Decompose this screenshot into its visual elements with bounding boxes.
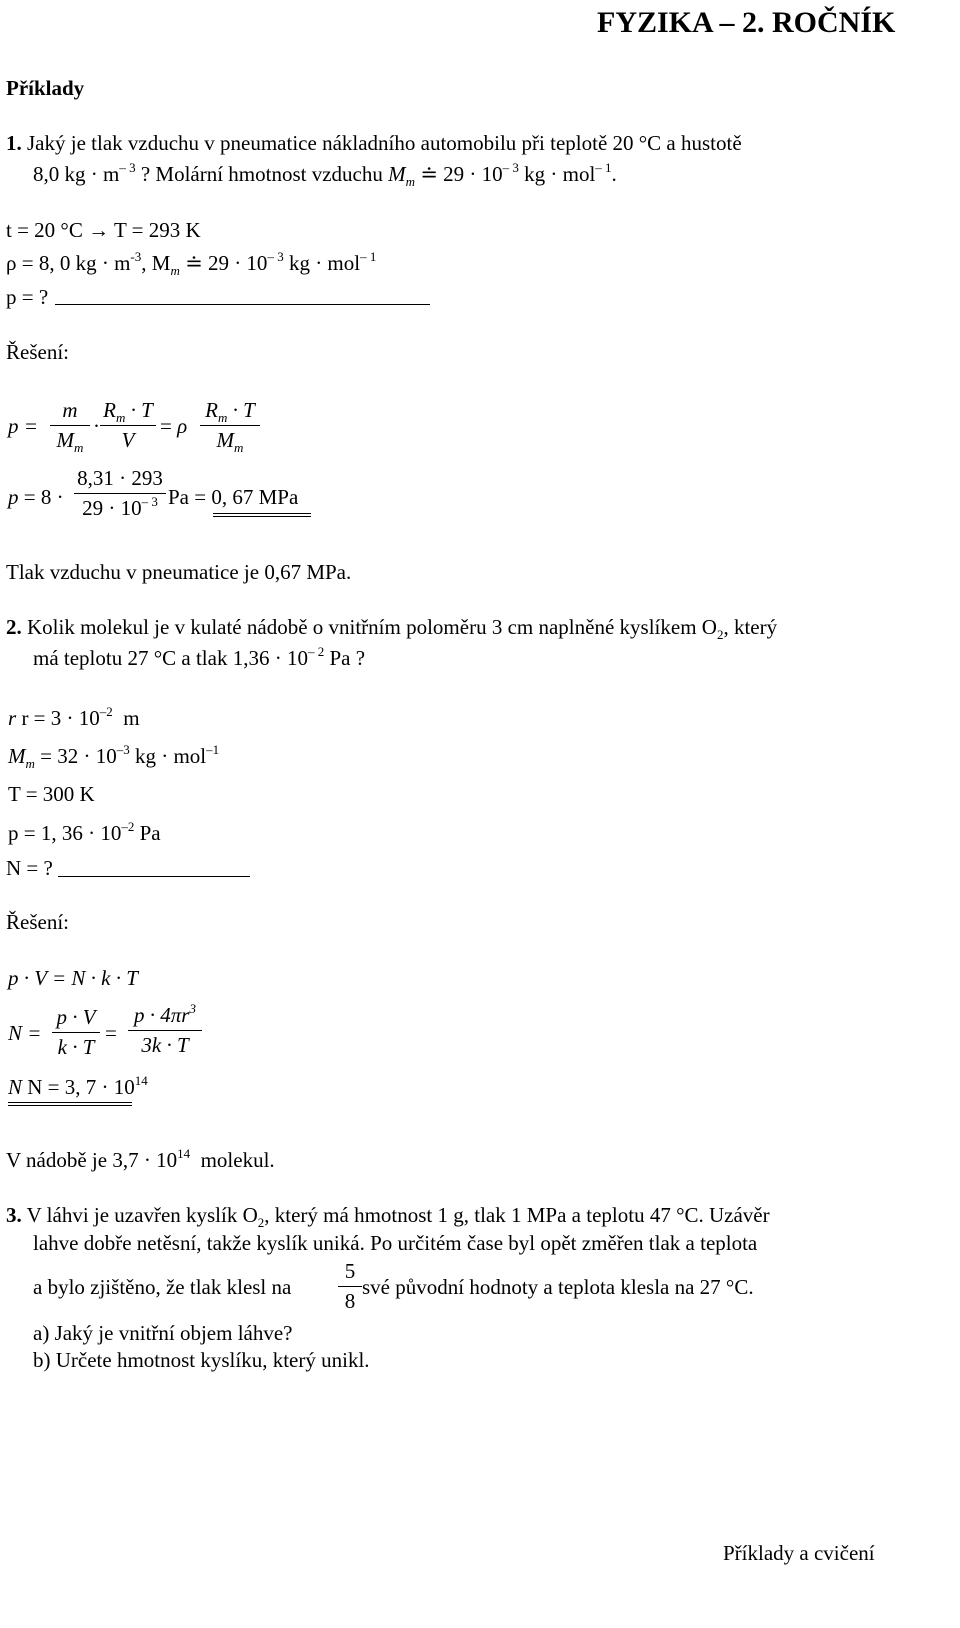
ex3-line2: lahve dobře netěsní, takže kyslík uniká. Po určitém čase byl opět změřen tlak a teplota <box>33 1231 758 1255</box>
ex3-line3a: a bylo zjištěno, že tlak klesl na <box>33 1275 292 1299</box>
ex3-line3b: své původní hodnoty a teplota klesla na 27 °C. <box>362 1275 754 1299</box>
ex1-line2: 8,0 kg · $m^{- 3}$ ? Molární hmotnost vzduchu $M_m$ ≐ $29 \cdot 10^{- 3}$ kg · mol$^{- 1}$. <box>33 160 617 189</box>
ex1-molar-value: 29 · 10 <box>443 162 503 186</box>
ex1-formula2-result: Pa = 0, 67 MPa <box>168 485 299 509</box>
ex1-number: 1. <box>6 131 22 155</box>
ex2-given-pressure: p = 1, $36 \cdot 10^{-2}$ Pa <box>8 819 161 845</box>
ex1-given-density: ρ = 8, 0 kg · $m^{-3}$, $M_m$ ≐ $29 \cdot 10^{- 3}$ kg · mol$^{- 1}$ <box>6 249 377 278</box>
ex3-question-b: b) Určete hmotnost kyslíku, který unikl. <box>33 1348 370 1372</box>
ex2-given-underline <box>58 876 250 877</box>
ex1-formula1-lhs: p = <box>8 414 38 438</box>
ex2-given-temperature: T = 300 K <box>8 782 95 806</box>
ex2-given-unknown: N = ? <box>6 856 53 880</box>
ex1-formula2-lhs: p = 8 · <box>8 485 64 509</box>
ex2-answer: V nádobě je $3,7 \cdot 10^{14}$ molekul. <box>6 1146 275 1172</box>
ex1-molar-label: ? Molární hmotnost vzduchu <box>140 162 383 186</box>
ex1-line1 <box>6 133 742 154</box>
ex3-number: 3. <box>6 1203 22 1227</box>
page-header-title: FYZIKA – 2. ROČNÍK <box>597 6 896 39</box>
section-title: Příklady <box>6 76 85 100</box>
ex1-formula1-frac-RT-M: $R_m \cdot T$ $M_m$ <box>200 400 260 451</box>
ex1-given-unknown: p = ? <box>6 285 49 309</box>
ex2-formula-frac1: p · V k · T <box>52 1007 100 1058</box>
ex2-line1: 2. Kolik molekul je v kulaté nádobě o vnitřním poloměru 3 cm naplněné kyslíkem $O_2$, který <box>6 615 778 642</box>
page-footer: Příklady a cvičení <box>723 1541 875 1565</box>
ex1-formula2-frac: 8,31 · 293 $29 \cdot 10^{- 3}$ <box>74 468 166 519</box>
ex1-question-line1: Jaký je tlak vzduchu v pneumatice nákladního automobilu při teplotě 20 °C a hustotě <box>27 131 742 155</box>
ex1-answer: Tlak vzduchu v pneumatice je 0,67 MPa. <box>6 560 352 584</box>
ex1-result-double-underline <box>213 513 311 517</box>
ex1-density: 8,0 kg · m <box>33 162 120 186</box>
ex2-given-molar: $M_m = 32 \cdot 10^{-3}$ kg · mol$^{-1}$ <box>8 742 220 771</box>
ex2-formula-frac2: $p \cdot 4\pi r^3$ 3k · T <box>128 1005 202 1056</box>
ex2-result-double-underline <box>8 1102 132 1106</box>
ex3-question-a: a) Jaký je vnitřní objem láhve? <box>33 1321 293 1345</box>
ex2-equation-state: p · V = N · k · T <box>8 966 138 990</box>
ex1-formula1-frac-m: m $M_m$ <box>50 400 90 451</box>
ex2-result: N N = 3, $7 \cdot 10^{14}$ <box>8 1073 148 1099</box>
ex1-given-temperature: t = 20 °C → T = 293 K <box>6 218 201 242</box>
ex1-formula1-frac-RT-V: $R_m \cdot T$ V <box>100 400 156 451</box>
ex3-fraction: 5 8 <box>338 1261 362 1312</box>
ex2-line2: má teplotu 27 °C a tlak $1,36 \cdot 10^{- 2}$ Pa ? <box>33 644 366 670</box>
ex1-molar-unit: kg · mol <box>524 162 596 186</box>
ex3-line1: 3. V láhvi je uzavřen kyslík $O_2$, který má hmotnost 1 g, tlak 1 MPa a teplotu 47 °C. Uzávěr <box>6 1203 770 1230</box>
ex1-given-underline <box>55 304 430 305</box>
ex2-number: 2. <box>6 615 22 639</box>
ex2-given-radius: r $r = 3 \cdot 10^{-2}$ m <box>8 704 140 730</box>
ex1-reseni: Řešení: <box>6 340 69 364</box>
document-page: FYZIKA – 2. ROČNÍK Příklady 1. Jaký je tlak vzduchu v pneumatice nákladního automobilu při teplotě 20 °C a hustotě 8,0 kg · $m^{- 3}$ ? Molární hmotnost vzduchu $M_m$ ≐ $29 \cdot 10^{- 3}$ kg · mol$^{- 1}$. t = 20 °C → T = 293 K ρ = 8, 0 kg · $m^{-3}$, $M_m$ ≐ $29 \cdot 10^{- 3}$ kg · mol$^{- 1}$ p = ? Řešení: p = m $M_m$ · $R_m \cdot T$ V = ρ $R_m \cdot T$ $M_m$ p = 8 · 8,31 · 293 $29 \cdot 10^{- 3}$ Pa = 0, 67 MPa Tlak vzduchu v pneumatice je 0,67 MPa. 2. Kolik molekul je v kulaté nádobě o vnitřním poloměru 3 cm naplněné kyslíkem $O_2$, který má teplotu 27 °C a tlak $1,36 \cdot 10^{- 2}$ Pa ? r $r = 3 \cdot 10^{-2}$ m $M_m = 32 \cdot 10^{-3}$ kg · mol$^{-1}$ T = 300 K p = 1, $36 \cdot 10^{-2}$ Pa N = ? Řešení: p · V = N · k · T N = p · V k · T = $p \cdot 4\pi r^3$ 3k · T N N = 3, $7 \cdot 10^{14}$ V nádobě je $3,7 \cdot 10^{14}$ molekul. 3. V láhvi je uzavřen kyslík $O_2$, který má hmotnost 1 g, tlak 1 MPa a teplotu 47 °C. Uzávěr lahve dobře netěsní, takže kyslík uniká. Po určitém čase byl opět změřen tlak a teplota a bylo zjištěno, že tlak klesl na 5 8 své původní hodnoty a teplota klesla na 27 °C. a) Jaký je vnitřní objem láhve? b) Určete hmotnost kyslíku, který unikl. Příklady a cvičení <box>6 6 896 1565</box>
ex2-formula-lhs: N = <box>8 1021 42 1045</box>
ex2-reseni: Řešení: <box>6 910 69 934</box>
